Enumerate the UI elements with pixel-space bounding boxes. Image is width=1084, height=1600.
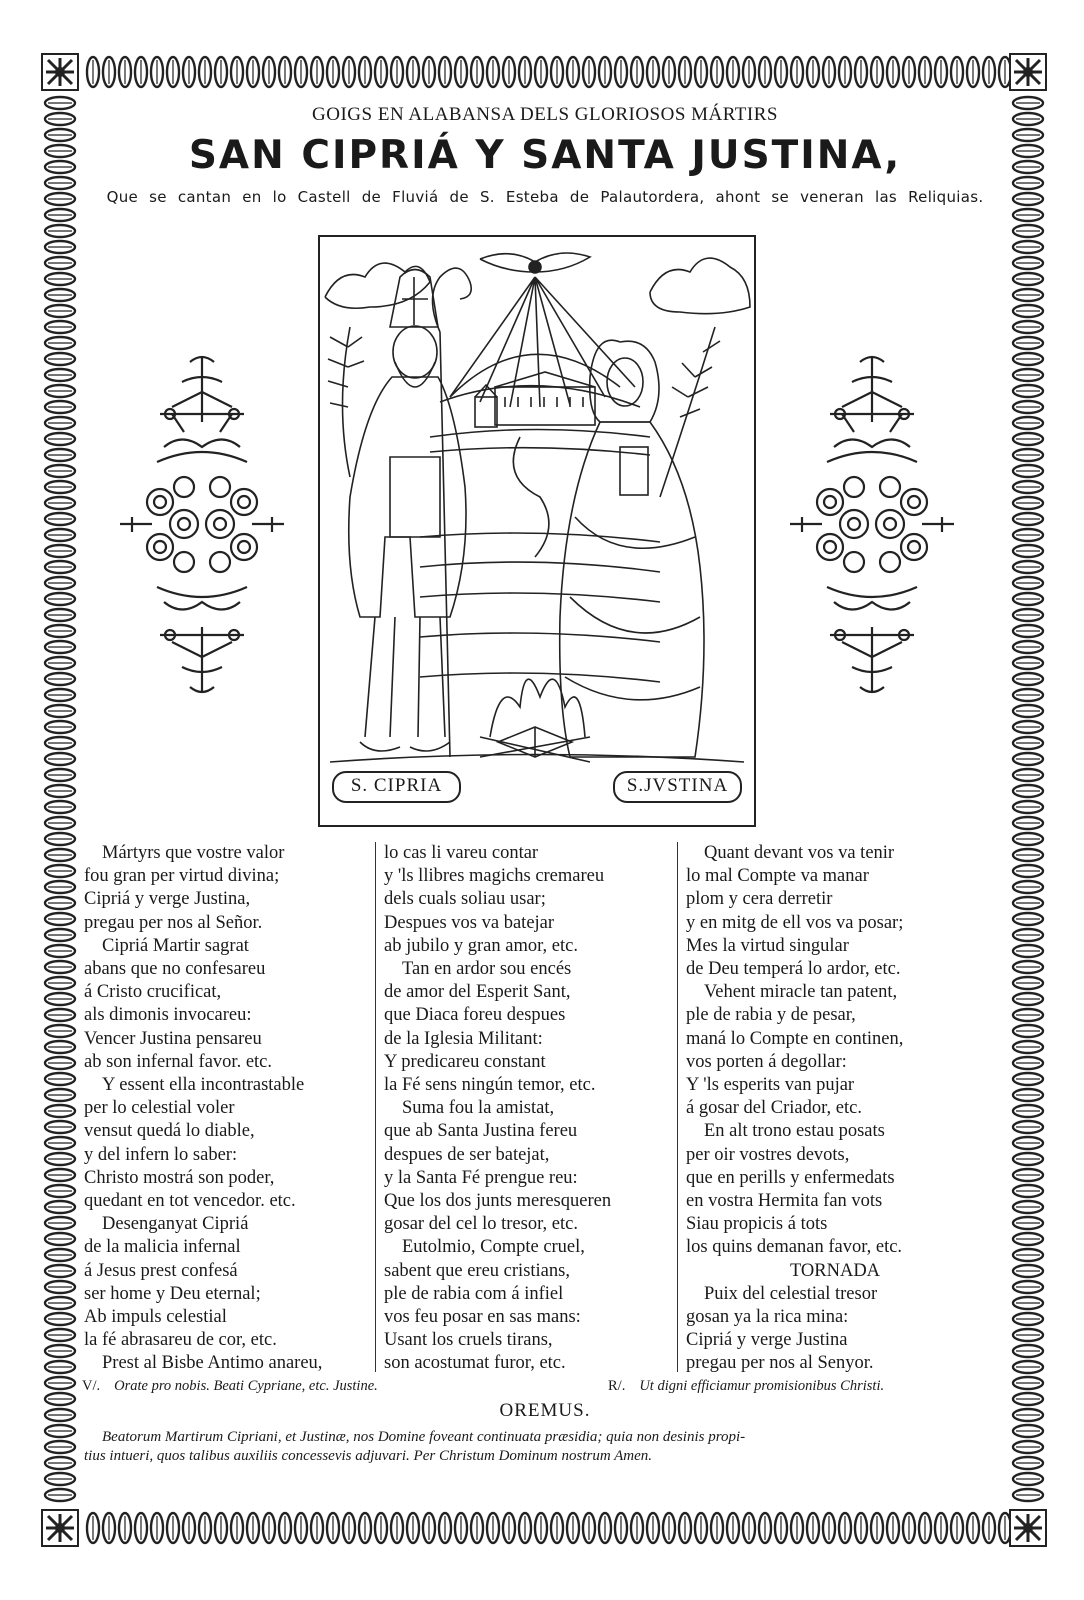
verse-line: En alt trono estau posats [704, 1121, 885, 1142]
verse-line: pregau per nos al Senyor. [686, 1353, 874, 1374]
verse-line: Cipriá y verge Justina, [84, 889, 251, 910]
verse-line: maná lo Compte en continen, [686, 1028, 904, 1049]
border-left [40, 92, 80, 1508]
verse-line: Usant los cruels tirans, [384, 1330, 553, 1351]
column-divider [375, 842, 376, 1372]
verse-column-2 [384, 842, 676, 1372]
response-mark: R/. [608, 1378, 626, 1394]
verse-line: ple de rabia com á infiel [384, 1283, 564, 1304]
verse-line: lo cas li vareu contar [384, 843, 539, 863]
verse-line: per oir vostres devots, [686, 1144, 850, 1165]
verse-columns [84, 842, 1004, 1372]
border-top [82, 52, 1010, 92]
heading-line1: GOIGS EN ALABANSA DELS GLORIOSOS MÁRTIRS [312, 104, 778, 125]
verse-line: los quins demanan favor, etc. [686, 1237, 903, 1258]
verse-column-1 [84, 842, 374, 1372]
response [608, 1378, 884, 1395]
verse-line: de Deu temperá lo ardor, etc. [686, 959, 901, 980]
border-right [1008, 92, 1048, 1508]
border-bottom [82, 1508, 1010, 1548]
verse-line: Cipriá Martir sagrat [102, 935, 249, 956]
verse-line: ple de rabia y de pesar, [686, 1005, 856, 1026]
verse-line: Eutolmio, Compte cruel, [402, 1237, 585, 1258]
verse-line: ab jubilo y gran amor, etc. [384, 935, 578, 956]
prayer-line: Beatorum Martirum Cipriani, et Justinæ, nos Domine foveant continuata præsidia; quia non desinis propi- [102, 1429, 746, 1445]
verse-line: á Cristo crucificat, [84, 982, 222, 1003]
engraving-illustration [320, 237, 754, 825]
verse-line: Quant devant vos va tenir [704, 843, 895, 863]
verse-line: Despues vos va batejar [384, 912, 555, 933]
verse-line: y la Santa Fé prengue reu: [384, 1167, 578, 1188]
corner-ornament-icon [1008, 1508, 1048, 1548]
versicle-text: Orate pro nobis. Beati Cypriane, etc. Justine. [114, 1378, 378, 1394]
verse-line: ab son infernal favor. etc. [84, 1051, 273, 1072]
label-saint-justina: S.JVSTINA [613, 771, 742, 803]
verse-line: plom y cera derretir [686, 889, 833, 910]
verse-line: pregau per nos al Señor. [84, 912, 263, 933]
verse-line: Ab impuls celestial [84, 1307, 227, 1328]
corner-ornament-icon [40, 1508, 80, 1548]
verse-line: per lo celestial voler [84, 1098, 235, 1119]
verse-line: Puix del celestial tresor [704, 1283, 878, 1304]
verse-line: dels cuals soliau usar; [384, 889, 546, 910]
page-title: SAN CIPRIÁ Y SANTA JUSTINA, [188, 133, 902, 178]
oremus-title: OREMUS. [499, 1400, 591, 1421]
corner-ornament-icon [1008, 52, 1048, 92]
verse-line: y del infern lo saber: [84, 1144, 238, 1165]
verse-line: Que los dos junts meresqueren [384, 1191, 612, 1212]
verse-line: gosar del cel lo tresor, etc. [384, 1214, 578, 1235]
verse-line: lo mal Compte va manar [686, 866, 869, 887]
verse-line: Y predicareu constant [384, 1051, 546, 1072]
response-text: Ut digni efficiamur promisionibus Christi. [639, 1378, 885, 1394]
verse-line: Mes la virtud singular [686, 935, 849, 956]
verse-line: vos feu posar en sas mans: [384, 1307, 581, 1328]
verse-line: abans que no confesareu [84, 959, 266, 980]
verse-line: TORNADA [789, 1260, 881, 1281]
verse-line: fou gran per virtud divina; [84, 866, 280, 887]
verse-line: que Diaca foreu despues [384, 1005, 566, 1026]
verse-line: y 'ls llibres magichs cremareu [384, 866, 605, 887]
verse-line: la fé abrasareu de cor, etc. [84, 1330, 277, 1351]
versicle [82, 1378, 378, 1395]
verse-line: Christo mostrá son poder, [84, 1167, 275, 1188]
verse-line: Y 'ls esperits van pujar [686, 1075, 855, 1096]
verse-line: vos porten á degollar: [686, 1051, 847, 1072]
verse-line: quedant en tot vencedor. etc. [84, 1191, 296, 1212]
filigree-ornament-icon [782, 352, 962, 697]
verse-line: á Jesus prest confesá [84, 1260, 238, 1281]
verse-column-3 [686, 842, 1004, 1372]
verse-line: de amor del Esperit Sant, [384, 982, 571, 1003]
verse-line: sabent que ereu cristians, [384, 1260, 570, 1281]
filigree-ornament-icon [112, 352, 292, 697]
verse-line: Vehent miracle tan patent, [704, 982, 898, 1003]
verse-line: vensut quedá lo diable, [84, 1121, 255, 1142]
verse-line: Desenganyat Cipriá [102, 1214, 249, 1235]
versicle-mark: V/. [82, 1378, 101, 1394]
verse-line: que ab Santa Justina fereu [384, 1121, 578, 1142]
oremus-prayer [84, 1428, 1000, 1466]
verse-line: son acostumat furor, etc. [384, 1353, 566, 1374]
verse-line: Tan en ardor sou encés [402, 959, 572, 980]
verse-line: Cipriá y verge Justina [686, 1330, 848, 1351]
verse-line: de la Iglesia Militant: [384, 1028, 543, 1049]
verse-line: als dimonis invocareu: [84, 1005, 252, 1026]
column-divider [677, 842, 678, 1372]
saints-engraving [318, 235, 756, 827]
prayer-line: tius intueri, quos talibus auxiliis concessevis adjuvari. Per Christum Dominum nostrum Amen. [84, 1448, 653, 1464]
verse-line: Vencer Justina pensareu [84, 1028, 262, 1049]
verse-line: á gosar del Criador, etc. [686, 1098, 862, 1119]
corner-ornament-icon [40, 52, 80, 92]
verse-line: despues de ser batejat, [384, 1144, 550, 1165]
verse-line: Suma fou la amistat, [402, 1098, 555, 1119]
page-subtitle: Que se cantan en lo Castell de Fluviá de S. Esteba de Palautordera, ahont se veneran las Reliquias. [106, 188, 984, 206]
verse-line: la Fé sens ningún temor, etc. [384, 1075, 596, 1096]
verse-line: que en perills y enfermedats [686, 1167, 895, 1188]
verse-line: ser home y Deu eternal; [84, 1283, 261, 1304]
verse-line: y en mitg de ell vos va posar; [686, 912, 904, 933]
verse-line: Siau propicis á tots [686, 1214, 828, 1235]
verse-line: gosan ya la rica mina: [686, 1307, 849, 1328]
verse-line: de la malicia infernal [84, 1237, 241, 1258]
label-saint-cipria: S. CIPRIA [332, 771, 461, 803]
verse-line: Y essent ella incontrastable [102, 1075, 305, 1096]
verse-line: en vostra Hermita fan vots [686, 1191, 883, 1212]
verse-line: Prest al Bisbe Antimo anareu, [102, 1353, 323, 1374]
verse-line: Mártyrs que vostre valor [102, 843, 285, 863]
